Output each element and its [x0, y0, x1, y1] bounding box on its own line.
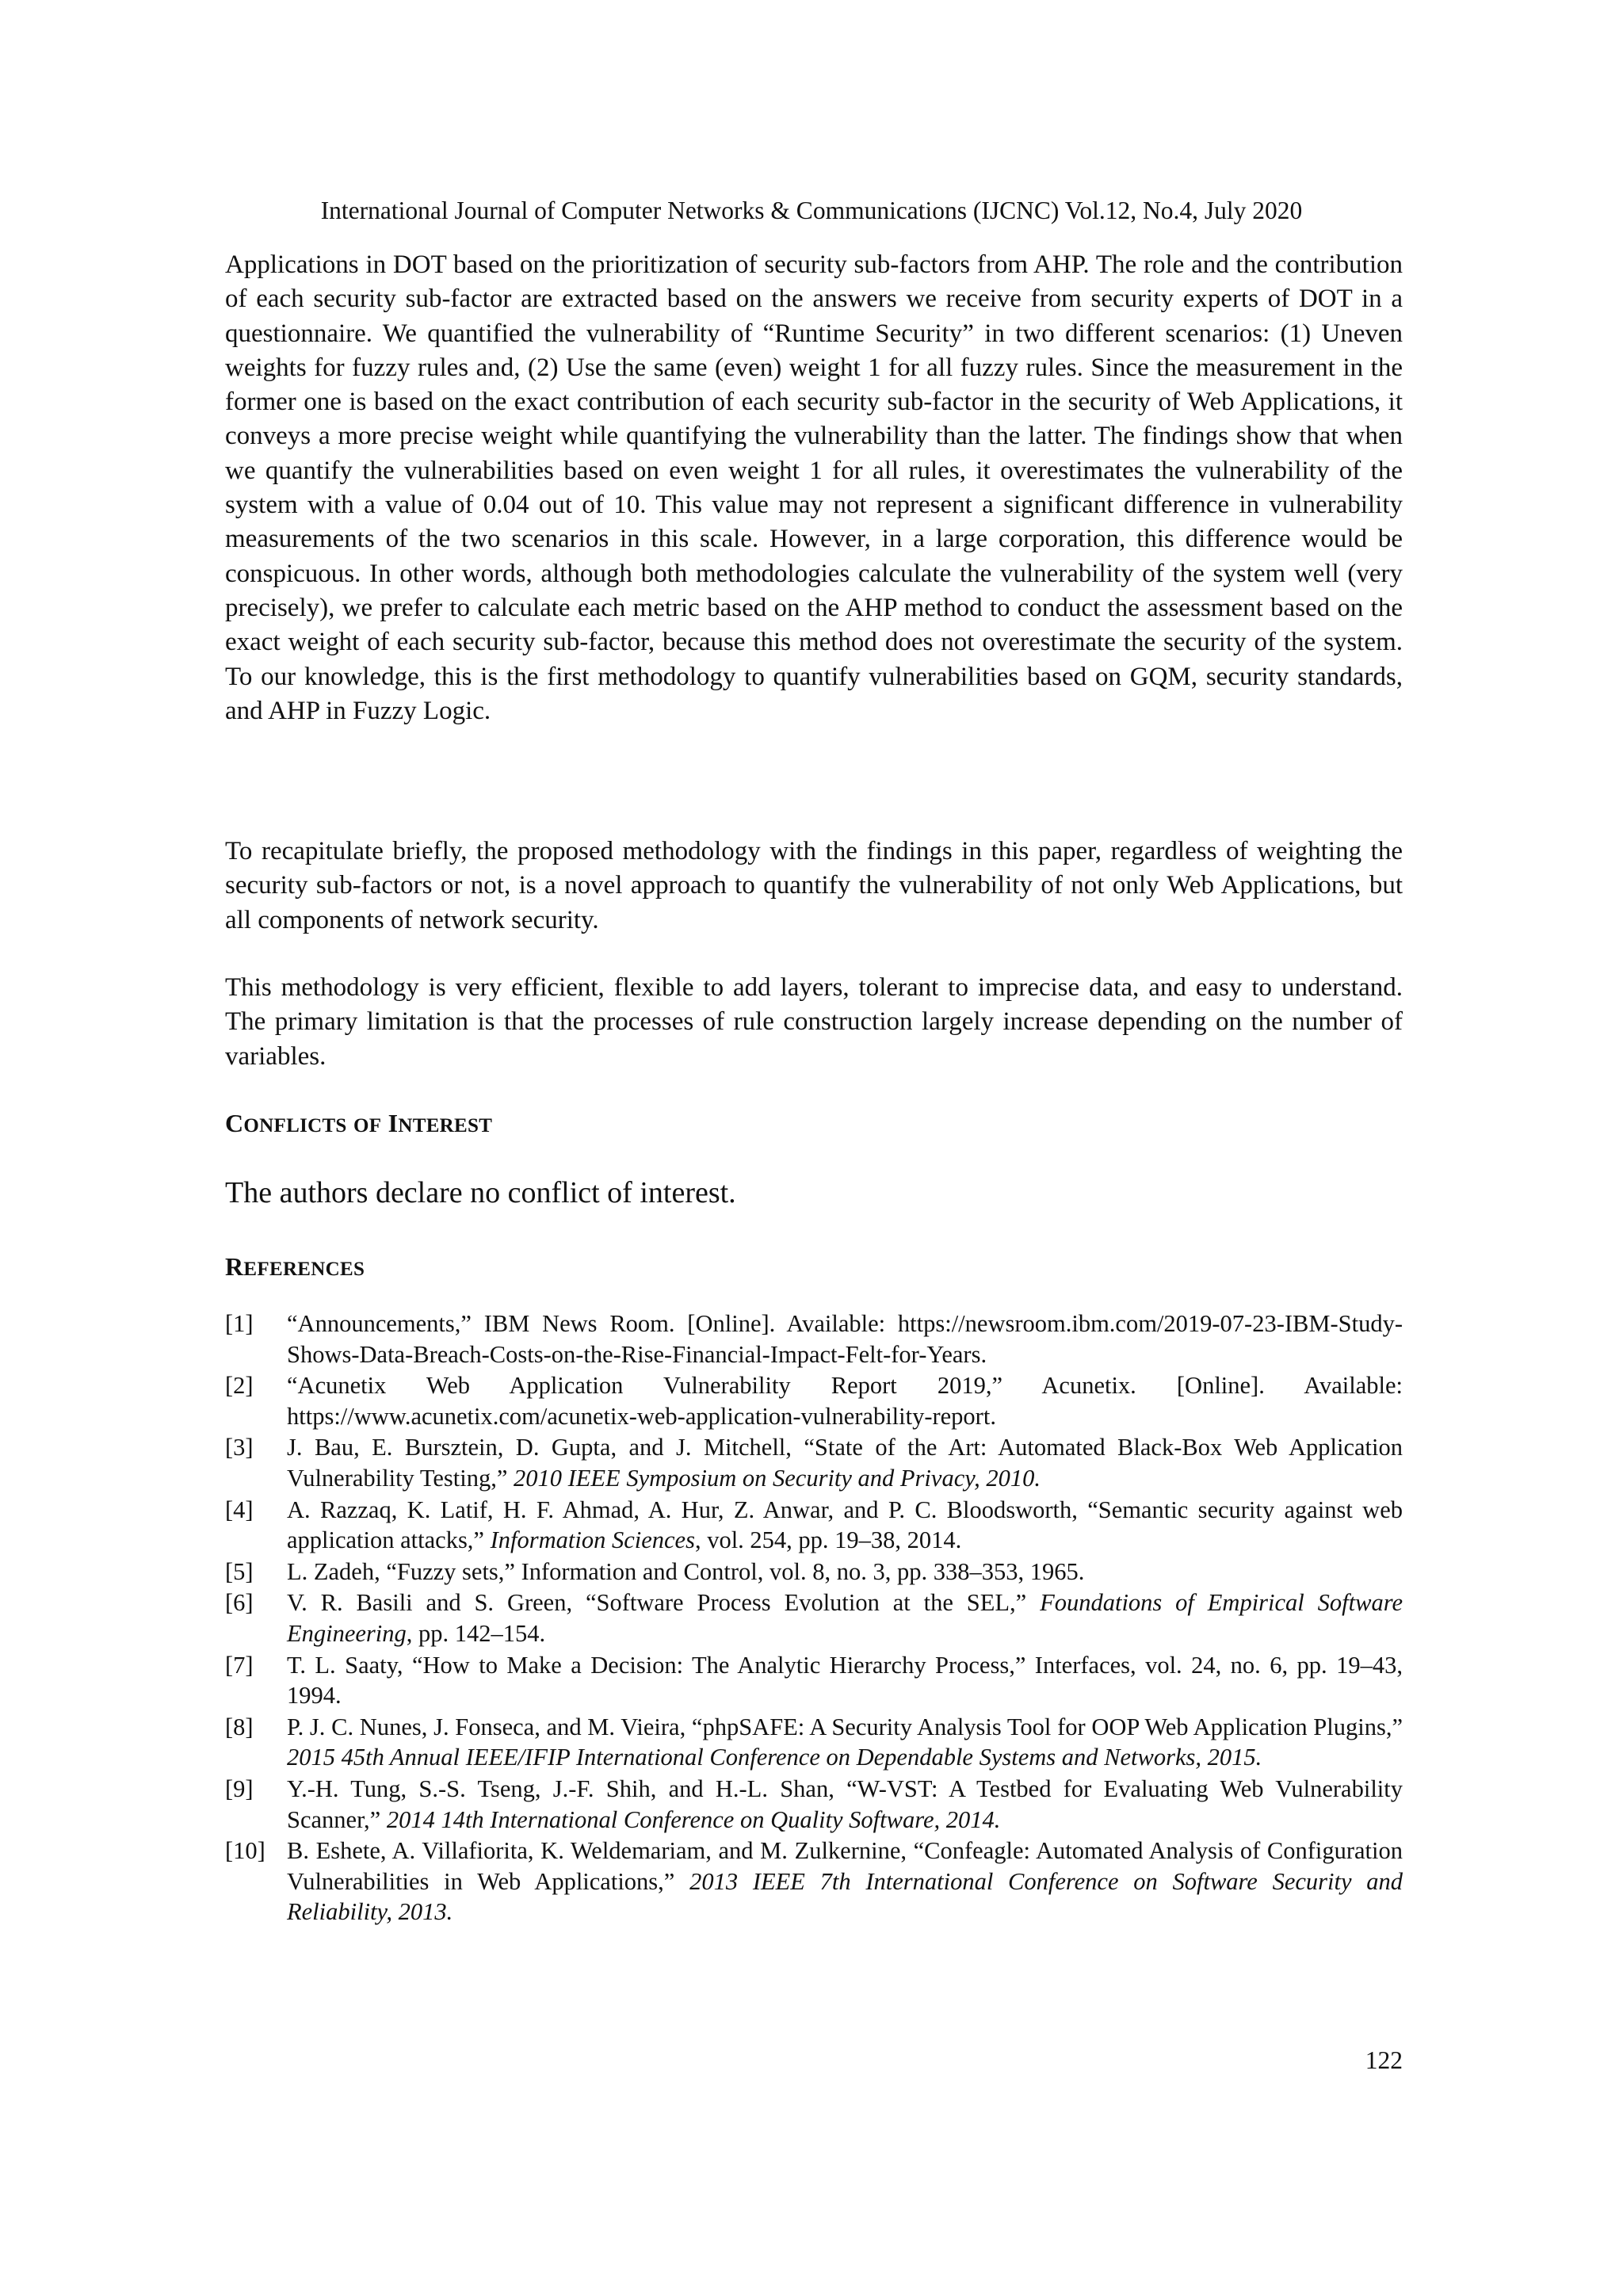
- body-paragraph-1: Applications in DOT based on the prioritization of security sub-factors from AHP. The role and the contribution of each security sub-factor are extracted based on the answers we receive from security experts of DOT in a questionnaire. We quantified the vulnerability of “Runtime Security” in two different scenarios: (1) Uneven weights for fuzzy rules and, (2) Use the same (even) weight 1 for all fuzzy rules. Since the measurement in the former one is based on the exact contribution of each security sub-factor in the security of Web Applications, it conveys a more precise weight while quantifying the vulnerability than the latter. The findings show that when we quantify the vulnerabilities based on even weight 1 for all rules, it overestimates the vulnerability of the system with a value of 0.04 out of 10. This value may not represent a significant difference in vulnerability measurements of the two scenarios in this scale. However, in a large corporation, this difference would be conspicuous. In other words, although both methodologies calculate the vulnerability of the system well (very precisely), we prefer to calculate each metric based on the AHP method to conduct the assessment based on the exact weight of each security sub-factor, because this method does not overestimate the security of the system. To our knowledge, this is the first methodology to quantify vulnerabilities based on GQM, security standards, and AHP in Fuzzy Logic.: [225, 250, 1403, 725]
- reference-number: [1]: [225, 1310, 254, 1337]
- reference-item: [225, 1650, 1403, 1711]
- page-number: 122: [1365, 2046, 1403, 2074]
- running-header: International Journal of Computer Networks & Communications (IJCNC) Vol.12, No.4, July 2020: [320, 197, 1303, 224]
- reference-number: [8]: [225, 1713, 254, 1740]
- reference-number: [5]: [225, 1557, 254, 1585]
- reference-venue: 2010 IEEE Symposium on Security and Privacy, 2010.: [514, 1464, 1041, 1492]
- reference-item: [225, 1587, 1403, 1648]
- reference-item: [225, 1774, 1403, 1835]
- reference-item: [225, 1308, 1403, 1370]
- reference-venue: 2015 45th Annual IEEE/IFIP International Conference on Dependable Systems and Networks, 2015.: [287, 1744, 1262, 1771]
- reference-number: [7]: [225, 1651, 254, 1679]
- reference-text-tail: , vol. 254, pp. 19–38, 2014.: [694, 1526, 962, 1554]
- reference-text-main: V. R. Basili and S. Green, “Software Process Evolution at the SEL,”: [287, 1589, 1041, 1617]
- reference-text-main: T. L. Saaty, “How to Make a Decision: The Analytic Hierarchy Process,” Interfaces, vol. 24, no. 6, pp. 19–43, 1994.: [287, 1651, 1403, 1710]
- conflicts-statement: The authors declare no conflict of interest.: [225, 1176, 736, 1209]
- reference-item: [225, 1836, 1403, 1927]
- reference-text-main: B. Eshete, A. Villafiorita, K. Weldemariam, and M. Zulkernine, “Confeagle: Automated Analysis of Configuration Vulnerabilities in Web Applications,”: [287, 1837, 1403, 1895]
- reference-text: [287, 1432, 1403, 1493]
- reference-item: [225, 1712, 1403, 1773]
- reference-number: [10]: [225, 1837, 265, 1865]
- body-paragraph-2: To recapitulate briefly, the proposed methodology with the findings in this paper, regardless of weighting the security sub-factors or not, is a novel approach to quantify the vulnerability of not only Web Applications, but all components of network security.: [225, 837, 1403, 934]
- reference-text-main: Y.-H. Tung, S.-S. Tseng, J.-F. Shih, and H.-L. Shan, “W-VST: A Testbed for Evaluating Web Vulnerability Scanner,”: [287, 1775, 1403, 1833]
- reference-list: [225, 1308, 1403, 1928]
- conflicts-heading: CONFLICTS OF INTEREST: [225, 1109, 493, 1137]
- reference-text: [287, 1308, 1403, 1370]
- reference-venue: 2014 14th International Conference on Quality Software, 2014.: [386, 1805, 1001, 1833]
- reference-text: [287, 1712, 1403, 1773]
- reference-number: [4]: [225, 1496, 254, 1523]
- reference-item: [225, 1495, 1403, 1556]
- reference-text: [287, 1557, 1403, 1587]
- reference-number: [3]: [225, 1434, 254, 1461]
- reference-item: [225, 1370, 1403, 1431]
- reference-text: [287, 1587, 1403, 1648]
- body-paragraph-3: This methodology is very efficient, flexible to add layers, tolerant to imprecise data, and easy to understand. The primary limitation is that the processes of rule construction largely increase depending on the number of variables.: [225, 973, 1403, 1071]
- reference-text-main: “Acunetix Web Application Vulnerability Report 2019,” Acunetix. [Online]. Available: https://www.acunetix.com/acunetix-web-application-vulnerability-report.: [287, 1372, 1403, 1430]
- reference-item: [225, 1557, 1403, 1587]
- reference-number: [9]: [225, 1775, 254, 1802]
- reference-text-main: L. Zadeh, “Fuzzy sets,” Information and Control, vol. 8, no. 3, pp. 338–353, 1965.: [287, 1557, 1085, 1585]
- reference-text-tail: , pp. 142–154.: [406, 1619, 546, 1647]
- reference-text: [287, 1650, 1403, 1711]
- reference-venue: Information Sciences: [490, 1526, 695, 1554]
- reference-text: [287, 1370, 1403, 1431]
- reference-text-main: P. J. C. Nunes, J. Fonseca, and M. Vieira, “phpSAFE: A Security Analysis Tool for OOP Web Application Plugins,”: [287, 1713, 1403, 1740]
- reference-venue: Foundations of Empirical Software Engineering: [287, 1589, 1403, 1647]
- references-heading: REFERENCES: [225, 1252, 365, 1281]
- reference-venue: 2013 IEEE 7th International Conference on Software Security and Reliability, 2013.: [287, 1867, 1403, 1926]
- reference-text-main: “Announcements,” IBM News Room. [Online]. Available: https://newsroom.ibm.com/2019-07-23-IBM-Study-Shows-Data-Breach-Costs-on-the-Rise-Financial-Impact-Felt-for-Years.: [287, 1310, 1403, 1368]
- reference-number: [2]: [225, 1372, 254, 1400]
- reference-text-main: J. Bau, E. Bursztein, D. Gupta, and J. Mitchell, “State of the Art: Automated Black-Box Web Application Vulnerability Testing,”: [287, 1434, 1403, 1492]
- reference-text: [287, 1774, 1403, 1835]
- reference-text: [287, 1836, 1403, 1927]
- reference-number: [6]: [225, 1589, 254, 1617]
- reference-item: [225, 1432, 1403, 1493]
- reference-text-main: A. Razzaq, K. Latif, H. F. Ahmad, A. Hur, Z. Anwar, and P. C. Bloodsworth, “Semantic security against web application attacks,”: [287, 1496, 1403, 1554]
- reference-text: [287, 1495, 1403, 1556]
